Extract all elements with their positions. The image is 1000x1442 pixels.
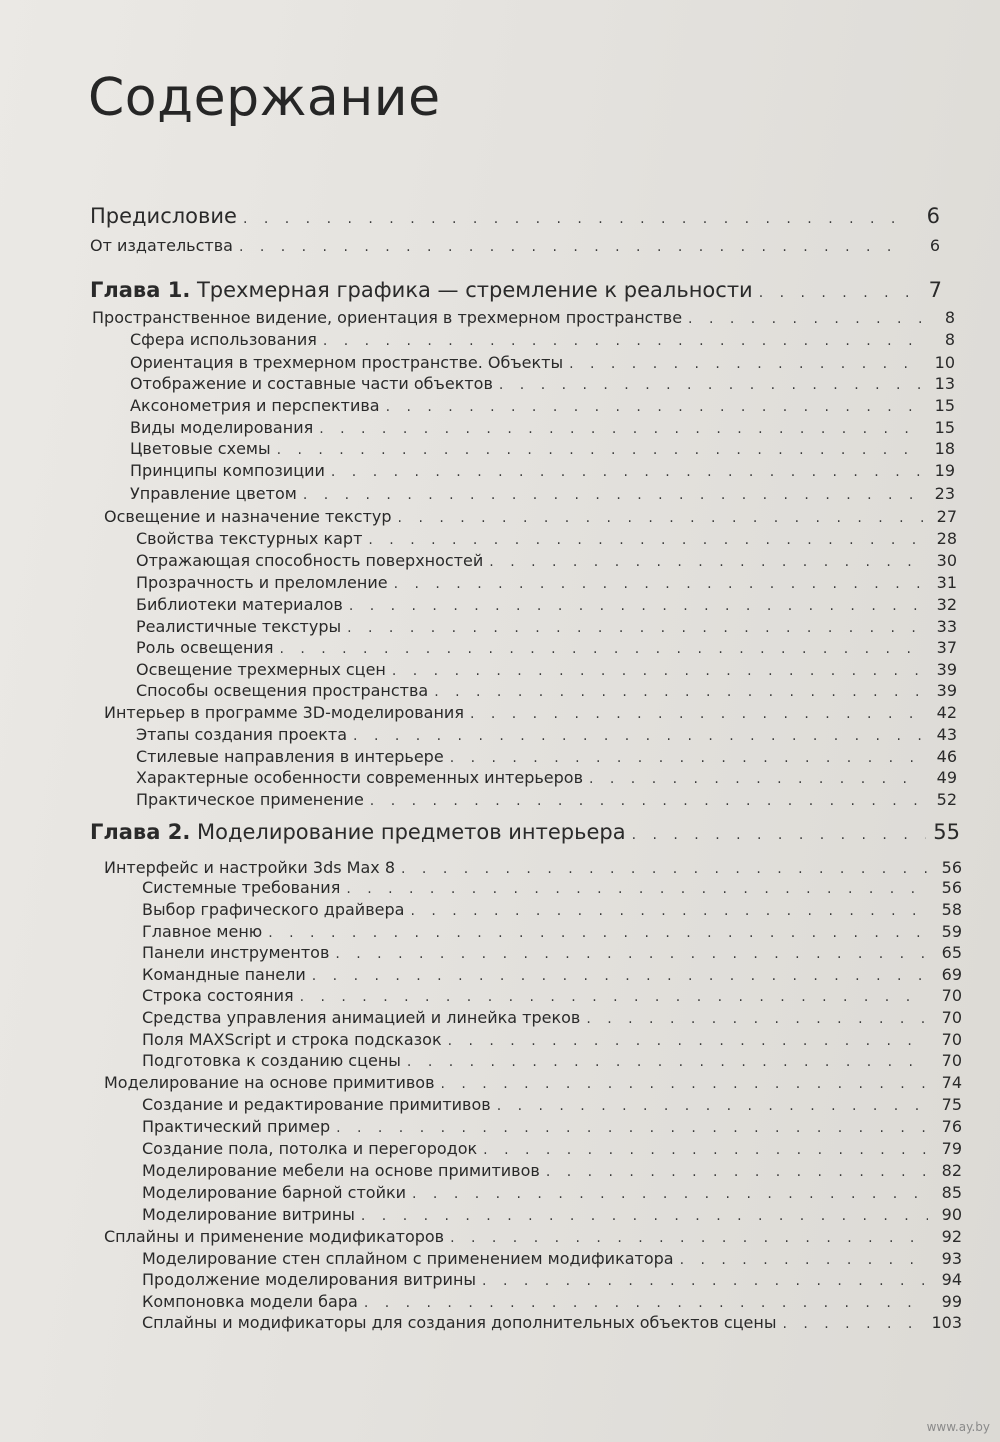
toc-subsection-entry: [142, 922, 962, 941]
dot-leader: [243, 211, 906, 227]
page-number: 70: [941, 1008, 962, 1027]
toc-subsection-entry: [142, 1249, 962, 1268]
page-number: 56: [941, 858, 962, 877]
toc-entry-title: Поля MAXScript и строка подсказок: [142, 1030, 442, 1049]
page-number: 8: [944, 308, 955, 327]
toc-subsection-entry: [142, 1095, 962, 1114]
dot-leader: [482, 1273, 928, 1289]
toc-subsection-entry: [130, 396, 955, 415]
chapter-title: Моделирование предметов интерьера: [196, 820, 626, 844]
toc-entry-title: Освещение трехмерных сцен: [136, 660, 386, 679]
toc-entry: [104, 858, 962, 877]
toc-entry-title: Создание пола, потолка и перегородок: [142, 1139, 478, 1158]
dot-leader: [407, 1054, 928, 1070]
toc-subsection-entry: [142, 900, 962, 919]
toc-entry: [92, 308, 955, 327]
toc-subsection-entry: [136, 725, 957, 744]
toc-entry: [104, 703, 957, 722]
page-number: 69: [941, 965, 962, 984]
toc-entry-title: Стилевые направления в интерьере: [136, 747, 444, 766]
toc-entry-title: Сфера использования: [130, 330, 317, 349]
dot-leader: [279, 641, 923, 657]
page-number: 82: [941, 1161, 962, 1180]
toc-subsection-entry: [136, 617, 957, 636]
dot-leader: [586, 1011, 928, 1027]
toc-entry-title: Этапы создания проекта: [136, 725, 348, 744]
toc-subsection-entry: [136, 681, 957, 700]
toc-entry-title: Предисловие: [90, 204, 237, 228]
page-number: 75: [941, 1095, 962, 1114]
toc-entry-title: Практический пример: [142, 1117, 331, 1136]
page-number: 18: [934, 439, 955, 458]
toc-subsection-entry: [142, 1292, 962, 1311]
page-number: 58: [941, 900, 962, 919]
toc-subsection-entry: [136, 747, 957, 766]
toc-entry-title: Цветовые схемы: [130, 439, 271, 458]
page-number: 27: [936, 507, 957, 526]
chapter-title: Трехмерная графика — стремление к реальности: [196, 278, 753, 302]
page-number: 13: [934, 374, 955, 393]
dot-leader: [632, 827, 926, 843]
page-number: 23: [934, 484, 955, 503]
page-number: 99: [941, 1292, 962, 1311]
toc-entry-title: Пространственное видение, ориентация в трехмерном пространстве: [92, 308, 683, 327]
dot-leader: [323, 333, 921, 349]
dot-leader: [319, 421, 921, 437]
page-number: 49: [936, 768, 957, 787]
toc-entry-title: Панели инструментов: [142, 943, 330, 962]
toc-entry-title: Практическое применение: [136, 790, 364, 809]
toc-subsection-entry: [136, 595, 957, 614]
toc-entry: [90, 236, 940, 255]
page-number: 79: [941, 1139, 962, 1158]
toc-entry-title: Свойства текстурных карт: [136, 529, 363, 548]
dot-leader: [300, 989, 928, 1005]
page-number: 74: [941, 1073, 962, 1092]
dot-leader: [782, 1316, 927, 1332]
toc-entry-title: Отображение и составные части объектов: [130, 374, 493, 393]
dot-leader: [450, 750, 923, 766]
page-number: 28: [936, 529, 957, 548]
dot-leader: [364, 1295, 928, 1311]
toc-entry-title: Отражающая способность поверхностей: [136, 551, 484, 570]
page-number: 32: [936, 595, 957, 614]
toc-subsection-entry: [142, 1183, 962, 1202]
dot-leader: [448, 1033, 928, 1049]
toc-entry: [104, 1227, 962, 1246]
page-number: 70: [941, 1030, 962, 1049]
toc-subsection-entry: [130, 353, 955, 372]
toc-subsection-entry: [142, 1030, 962, 1049]
page-number: 6: [926, 204, 940, 228]
toc-subsection-entry: [142, 943, 962, 962]
dot-leader: [569, 356, 921, 372]
dot-leader: [336, 1120, 928, 1136]
toc-subsection-entry: [142, 1008, 962, 1027]
toc-subsection-entry: [130, 439, 955, 458]
toc-entry-title: Системные требования: [142, 878, 341, 897]
page-number: 70: [941, 986, 962, 1005]
dot-leader: [312, 968, 928, 984]
toc-subsection-entry: [142, 1313, 962, 1332]
toc-subsection-entry: [142, 965, 962, 984]
dot-leader: [370, 793, 923, 809]
dot-leader: [410, 903, 928, 919]
page-number: 90: [941, 1205, 962, 1224]
toc-entry-title: Сплайны и модификаторы для создания дополнительных объектов сцены: [142, 1313, 777, 1332]
toc-subsection-entry: [136, 768, 957, 787]
dot-leader: [434, 684, 923, 700]
toc-entry-title: Освещение и назначение текстур: [104, 507, 392, 526]
page-number: 92: [941, 1227, 962, 1246]
page-number: 37: [936, 638, 957, 657]
dot-leader: [680, 1252, 928, 1268]
dot-leader: [392, 663, 923, 679]
dot-leader: [303, 487, 921, 503]
toc-entry-title: Подготовка к созданию сцены: [142, 1051, 401, 1070]
page-number: 103: [931, 1313, 962, 1332]
page-number: 94: [941, 1270, 962, 1289]
toc-entry-title: Реалистичные текстуры: [136, 617, 342, 636]
dot-leader: [349, 598, 923, 614]
page-number: 59: [941, 922, 962, 941]
page-number: 46: [936, 747, 957, 766]
dot-leader: [346, 881, 928, 897]
page-number: 19: [934, 461, 955, 480]
dot-leader: [497, 1098, 928, 1114]
dot-leader: [368, 532, 923, 548]
page-number: 39: [936, 681, 957, 700]
dot-leader: [394, 576, 923, 592]
toc-subsection-entry: [142, 1205, 962, 1224]
page-number: 85: [941, 1183, 962, 1202]
dot-leader: [470, 706, 923, 722]
toc-entry-title: Моделирование стен сплайном с применением модификатора: [142, 1249, 674, 1268]
toc-chapter-entry: [90, 278, 942, 302]
dot-leader: [401, 861, 928, 877]
toc-entry-title: Продолжение моделирования витрины: [142, 1270, 477, 1289]
toc-subsection-entry: [130, 374, 955, 393]
dot-leader: [347, 620, 923, 636]
toc-entry-title: Управление цветом: [130, 484, 297, 503]
page-number: 6: [929, 236, 940, 255]
toc-entry: [90, 204, 940, 228]
toc-entry-title: Сплайны и применение модификаторов: [104, 1227, 445, 1246]
chapter-number: Глава 1.: [90, 278, 191, 302]
toc-subsection-entry: [136, 529, 957, 548]
page-number: 52: [936, 790, 957, 809]
dot-leader: [335, 946, 928, 962]
toc-entry-title: Моделирование витрины: [142, 1205, 355, 1224]
toc-subsection-entry: [130, 461, 955, 480]
page-number: 42: [936, 703, 957, 722]
page-number: 7: [928, 278, 942, 302]
page-number: 10: [934, 353, 955, 372]
toc-subsection-entry: [142, 986, 962, 1005]
toc-entry-title: Прозрачность и преломление: [136, 573, 388, 592]
dot-leader: [268, 925, 928, 941]
toc-entry-title: Моделирование барной стойки: [142, 1183, 407, 1202]
toc-entry-title: Строка состояния: [142, 986, 294, 1005]
toc-entry-title: Характерные особенности современных интерьеров: [136, 768, 583, 787]
toc-subsection-entry: [142, 1139, 962, 1158]
toc-entry-title: [90, 278, 759, 302]
toc-entry-title: Компоновка модели бара: [142, 1292, 358, 1311]
dot-leader: [546, 1164, 928, 1180]
dot-leader: [277, 442, 921, 458]
toc-subsection-entry: [142, 878, 962, 897]
page-title: Содержание: [88, 68, 441, 128]
dot-leader: [331, 464, 921, 480]
toc-subsection-entry: [130, 484, 955, 503]
page-number: 31: [936, 573, 957, 592]
toc-entry-title: Интерьер в программе 3D-моделирования: [104, 703, 464, 722]
toc-entry-title: Создание и редактирование примитивов: [142, 1095, 491, 1114]
toc-entry-title: Библиотеки материалов: [136, 595, 343, 614]
toc-entry-title: Главное меню: [142, 922, 263, 941]
toc-entry-title: Аксонометрия и перспектива: [130, 396, 380, 415]
toc-subsection-entry: [136, 660, 957, 679]
toc-entry-title: От издательства: [90, 236, 233, 255]
toc-subsection-entry: [136, 573, 957, 592]
dot-leader: [386, 399, 921, 415]
toc-entry-title: [90, 820, 632, 844]
page-number: 70: [941, 1051, 962, 1070]
dot-leader: [499, 377, 921, 393]
page-number: 33: [936, 617, 957, 636]
page-number: 65: [941, 943, 962, 962]
dot-leader: [398, 510, 923, 526]
toc-entry-title: Моделирование на основе примитивов: [104, 1073, 435, 1092]
toc-subsection-entry: [142, 1051, 962, 1070]
toc-entry-title: Командные панели: [142, 965, 306, 984]
dot-leader: [412, 1186, 928, 1202]
toc-entry: [104, 507, 957, 526]
toc-entry-title: Ориентация в трехмерном пространстве. Объекты: [130, 353, 564, 372]
toc-subsection-entry: [130, 418, 955, 437]
toc-entry-title: Роль освещения: [136, 638, 274, 657]
dot-leader: [589, 771, 923, 787]
toc-entry-title: Принципы композиции: [130, 461, 325, 480]
toc-subsection-entry: [130, 330, 955, 349]
toc-subsection-entry: [136, 638, 957, 657]
dot-leader: [450, 1230, 928, 1246]
page-number: 56: [941, 878, 962, 897]
page-number: 39: [936, 660, 957, 679]
dot-leader: [759, 285, 908, 301]
toc-entry-title: Способы освещения пространства: [136, 681, 429, 700]
toc-entry-title: Выбор графического драйвера: [142, 900, 405, 919]
dot-leader: [361, 1208, 928, 1224]
toc-subsection-entry: [142, 1270, 962, 1289]
toc-subsection-entry: [136, 551, 957, 570]
toc-chapter-entry: [90, 820, 960, 844]
dot-leader: [239, 239, 906, 255]
toc-entry-title: Средства управления анимацией и линейка треков: [142, 1008, 581, 1027]
page-number: 30: [936, 551, 957, 570]
page-number: 93: [941, 1249, 962, 1268]
page-number: 15: [934, 396, 955, 415]
page-number: 8: [944, 330, 955, 349]
page-number: 55: [933, 820, 960, 844]
toc-entry-title: Моделирование мебели на основе примитивов: [142, 1161, 540, 1180]
dot-leader: [483, 1142, 928, 1158]
dot-leader: [441, 1076, 929, 1092]
toc-entry: [104, 1073, 962, 1092]
toc-subsection-entry: [142, 1117, 962, 1136]
page-number: 15: [934, 418, 955, 437]
toc-entry-title: Виды моделирования: [130, 418, 314, 437]
toc-subsection-entry: [136, 790, 957, 809]
toc-entry-title: Интерфейс и настройки 3ds Max 8: [104, 858, 396, 877]
watermark: www.ay.by: [926, 1420, 990, 1434]
dot-leader: [489, 554, 923, 570]
toc-subsection-entry: [142, 1161, 962, 1180]
dot-leader: [688, 311, 921, 327]
chapter-number: Глава 2.: [90, 820, 191, 844]
page-number: 43: [936, 725, 957, 744]
page-number: 76: [941, 1117, 962, 1136]
dot-leader: [353, 728, 923, 744]
